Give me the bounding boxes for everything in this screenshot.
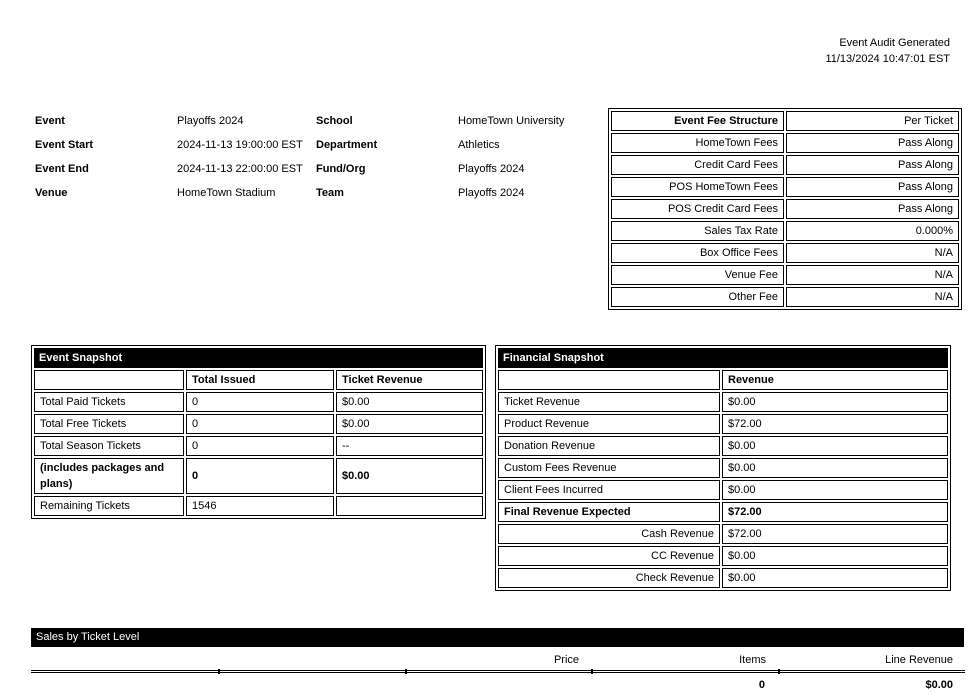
fee-row-value: N/A xyxy=(786,243,959,263)
financial-row-value: $72.00 xyxy=(722,524,948,544)
fee-row-label: Venue Fee xyxy=(611,265,784,285)
column-header-items: Items xyxy=(739,654,766,666)
financial-row-label: Custom Fees Revenue xyxy=(498,458,720,478)
event-label: Event xyxy=(35,115,65,127)
financial-row-value: $0.00 xyxy=(722,546,948,566)
table-row xyxy=(611,177,959,197)
table-row xyxy=(34,392,483,412)
venue-value: HomeTown Stadium xyxy=(177,187,276,199)
table-row xyxy=(34,414,483,434)
snapshot-row-revenue: $0.00 xyxy=(336,458,483,494)
table-row xyxy=(498,436,948,456)
financial-snapshot-title: Financial Snapshot xyxy=(498,348,948,368)
event-value: Playoffs 2024 xyxy=(177,115,244,127)
fee-structure-header-value: Per Ticket xyxy=(786,111,959,131)
financial-row-label: Check Revenue xyxy=(498,568,720,588)
event-start-value: 2024-11-13 19:00:00 EST xyxy=(177,139,303,151)
financial-row-value: $72.00 xyxy=(722,414,948,434)
fee-row-value: Pass Along xyxy=(786,199,959,219)
column-header-blank xyxy=(34,370,184,390)
snapshot-row-label: Remaining Tickets xyxy=(34,496,184,516)
financial-snapshot-table xyxy=(495,345,951,591)
fund-org-label: Fund/Org xyxy=(316,163,366,175)
fee-structure-header-label: Event Fee Structure xyxy=(611,111,784,131)
department-label: Department xyxy=(316,139,378,151)
snapshot-row-issued: 0 xyxy=(186,414,334,434)
venue-label: Venue xyxy=(35,187,68,199)
financial-row-label: CC Revenue xyxy=(498,546,720,566)
snapshot-row-revenue: -- xyxy=(336,436,483,456)
column-header-line-revenue: Line Revenue xyxy=(885,654,953,666)
team-value: Playoffs 2024 xyxy=(458,187,525,199)
event-snapshot-title: Event Snapshot xyxy=(34,348,483,368)
sales-total-line-revenue: $0.00 xyxy=(925,679,953,691)
fee-row-value: 0.000% xyxy=(786,221,959,241)
table-row xyxy=(611,221,959,241)
fee-row-label: POS HomeTown Fees xyxy=(611,177,784,197)
financial-row-label: Ticket Revenue xyxy=(498,392,720,412)
event-start-label: Event Start xyxy=(35,139,94,151)
table-row xyxy=(611,199,959,219)
fee-row-value: N/A xyxy=(786,265,959,285)
financial-row-value: $0.00 xyxy=(722,436,948,456)
fee-row-label: POS Credit Card Fees xyxy=(611,199,784,219)
fee-row-label: Other Fee xyxy=(611,287,784,307)
column-header-blank xyxy=(498,370,720,390)
table-row xyxy=(498,480,948,500)
table-row xyxy=(498,502,948,522)
table-row xyxy=(498,546,948,566)
financial-row-value: $0.00 xyxy=(722,568,948,588)
table-row xyxy=(611,111,959,131)
fund-org-value: Playoffs 2024 xyxy=(458,163,525,175)
column-header-price: Price xyxy=(553,654,579,666)
column-header-ticket-revenue: Ticket Revenue xyxy=(336,370,483,390)
financial-row-label: Donation Revenue xyxy=(498,436,720,456)
table-row xyxy=(611,243,959,263)
table-row xyxy=(34,348,483,368)
column-header-total-issued: Total Issued xyxy=(186,370,334,390)
fee-row-label: HomeTown Fees xyxy=(611,133,784,153)
financial-row-value: $0.00 xyxy=(722,480,948,500)
snapshot-row-label: Total Paid Tickets xyxy=(34,392,184,412)
fee-row-label: Credit Card Fees xyxy=(611,155,784,175)
event-end-label: Event End xyxy=(35,163,89,175)
event-info-block xyxy=(35,113,635,201)
table-row xyxy=(34,370,483,390)
financial-row-value: $0.00 xyxy=(722,458,948,478)
column-divider-tick xyxy=(778,669,780,674)
table-row xyxy=(498,524,948,544)
table-row xyxy=(498,414,948,434)
table-row xyxy=(611,265,959,285)
sales-by-ticket-level-title: Sales by Ticket Level xyxy=(31,628,964,647)
financial-row-label: Final Revenue Expected xyxy=(498,502,720,522)
event-fee-structure-table xyxy=(608,108,962,310)
snapshot-row-revenue xyxy=(336,496,483,516)
column-header-revenue: Revenue xyxy=(722,370,948,390)
table-row xyxy=(611,287,959,307)
snapshot-row-label: Total Free Tickets xyxy=(34,414,184,434)
table-row xyxy=(498,392,948,412)
fee-row-value: Pass Along xyxy=(786,155,959,175)
event-end-value: 2024-11-13 22:00:00 EST xyxy=(177,163,303,175)
fee-row-label: Box Office Fees xyxy=(611,243,784,263)
financial-row-label: Cash Revenue xyxy=(498,524,720,544)
snapshot-row-revenue: $0.00 xyxy=(336,414,483,434)
table-row xyxy=(498,568,948,588)
financial-row-label: Client Fees Incurred xyxy=(498,480,720,500)
column-divider-tick xyxy=(405,669,407,674)
table-row xyxy=(498,370,948,390)
fee-row-value: Pass Along xyxy=(786,177,959,197)
sales-by-ticket-level-section xyxy=(31,628,965,697)
table-row xyxy=(611,155,959,175)
table-row xyxy=(34,458,483,494)
table-row xyxy=(498,348,948,368)
table-row xyxy=(611,133,959,153)
column-divider-tick xyxy=(218,669,220,674)
table-row xyxy=(498,458,948,478)
snapshot-row-label: Total Season Tickets xyxy=(34,436,184,456)
report-timestamp: 11/13/2024 10:47:01 EST xyxy=(825,53,950,65)
snapshot-row-issued: 1546 xyxy=(186,496,334,516)
fee-row-label: Sales Tax Rate xyxy=(611,221,784,241)
report-header xyxy=(825,35,950,67)
report-title: Event Audit Generated xyxy=(839,37,950,49)
snapshot-row-revenue: $0.00 xyxy=(336,392,483,412)
fee-row-value: N/A xyxy=(786,287,959,307)
financial-row-value: $0.00 xyxy=(722,392,948,412)
event-snapshot-table xyxy=(31,345,486,519)
table-row xyxy=(34,496,483,516)
column-divider-tick xyxy=(591,669,593,674)
sales-total-items: 0 xyxy=(758,679,765,691)
fee-row-value: Pass Along xyxy=(786,133,959,153)
snapshot-row-issued: 0 xyxy=(186,458,334,494)
table-row xyxy=(34,436,483,456)
team-label: Team xyxy=(316,187,344,199)
financial-row-value: $72.00 xyxy=(722,502,948,522)
snapshot-row-label: (includes packages and plans) xyxy=(34,458,184,494)
department-value: Athletics xyxy=(458,139,500,151)
sales-table-rule xyxy=(31,670,965,673)
school-value: HomeTown University xyxy=(458,115,565,127)
snapshot-row-issued: 0 xyxy=(186,436,334,456)
financial-row-label: Product Revenue xyxy=(498,414,720,434)
school-label: School xyxy=(316,115,353,127)
snapshot-row-issued: 0 xyxy=(186,392,334,412)
